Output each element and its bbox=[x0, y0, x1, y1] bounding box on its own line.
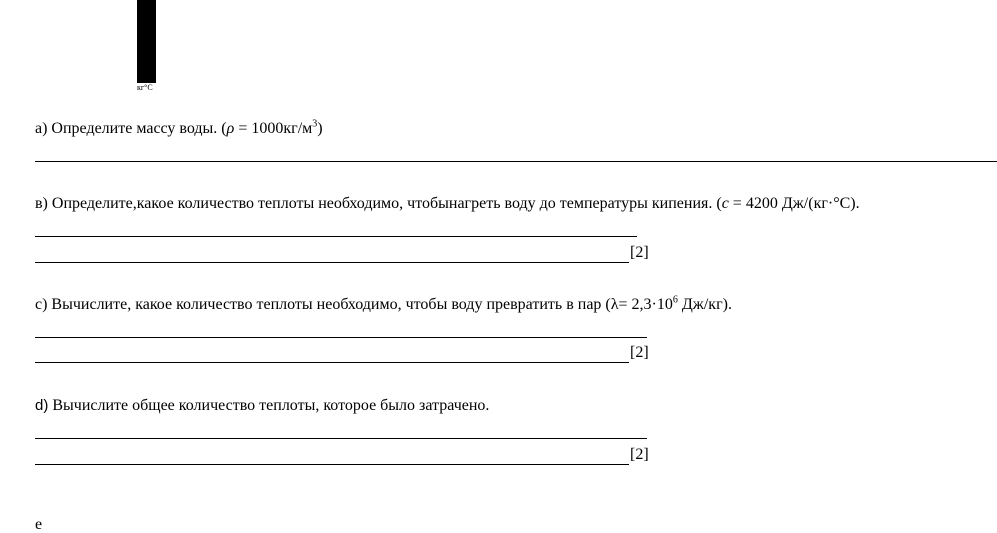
question-b-prefix: в) Определите,какое количество теплоты необходимо, чтобынагреть воду до температуры кипения. ( bbox=[35, 195, 722, 212]
unit-fragment: кг°С bbox=[137, 83, 153, 92]
heat-capacity-symbol: с bbox=[721, 195, 729, 212]
answer-line-a[interactable] bbox=[35, 161, 997, 162]
cropped-next-line: е bbox=[35, 516, 43, 533]
question-c bbox=[35, 296, 732, 314]
question-c-suffix: Дж/кг). bbox=[677, 296, 732, 313]
question-a bbox=[35, 120, 323, 138]
question-a-superscript: 3 bbox=[312, 118, 318, 130]
question-d-text: Вычислите общее количество теплоты, которое было затрачено. bbox=[48, 397, 490, 414]
question-c-prefix: с) Вычислите, какое количество теплоты необходимо, чтобы воду превратить в пар ( bbox=[35, 296, 611, 313]
question-b bbox=[35, 195, 860, 213]
question-d-mark: [2] bbox=[630, 446, 649, 463]
question-a-suffix: ) bbox=[317, 120, 323, 137]
question-c-middle: = 2,3·10 bbox=[618, 296, 673, 313]
answer-line-c-2[interactable] bbox=[35, 362, 629, 363]
answer-line-b-1[interactable] bbox=[35, 236, 637, 237]
question-a-middle: = 1000кг/м bbox=[234, 120, 313, 137]
answer-line-c-1[interactable] bbox=[35, 337, 647, 338]
answer-line-b-2[interactable] bbox=[35, 262, 629, 263]
latent-heat-symbol: λ bbox=[610, 296, 619, 313]
question-b-mark: [2] bbox=[630, 244, 649, 261]
question-b-suffix: = 4200 Дж/(кг·°С). bbox=[728, 195, 860, 212]
cropped-image-block bbox=[137, 0, 156, 83]
answer-line-d-1[interactable] bbox=[35, 438, 647, 439]
question-d bbox=[35, 397, 489, 415]
answer-line-d-2[interactable] bbox=[35, 464, 629, 465]
question-c-mark: [2] bbox=[630, 344, 649, 361]
density-symbol: ρ bbox=[226, 120, 235, 137]
question-d-prefix: d) bbox=[35, 397, 49, 414]
question-a-prefix: а) Определите массу воды. ( bbox=[35, 120, 227, 137]
question-c-superscript: 6 bbox=[672, 294, 678, 306]
